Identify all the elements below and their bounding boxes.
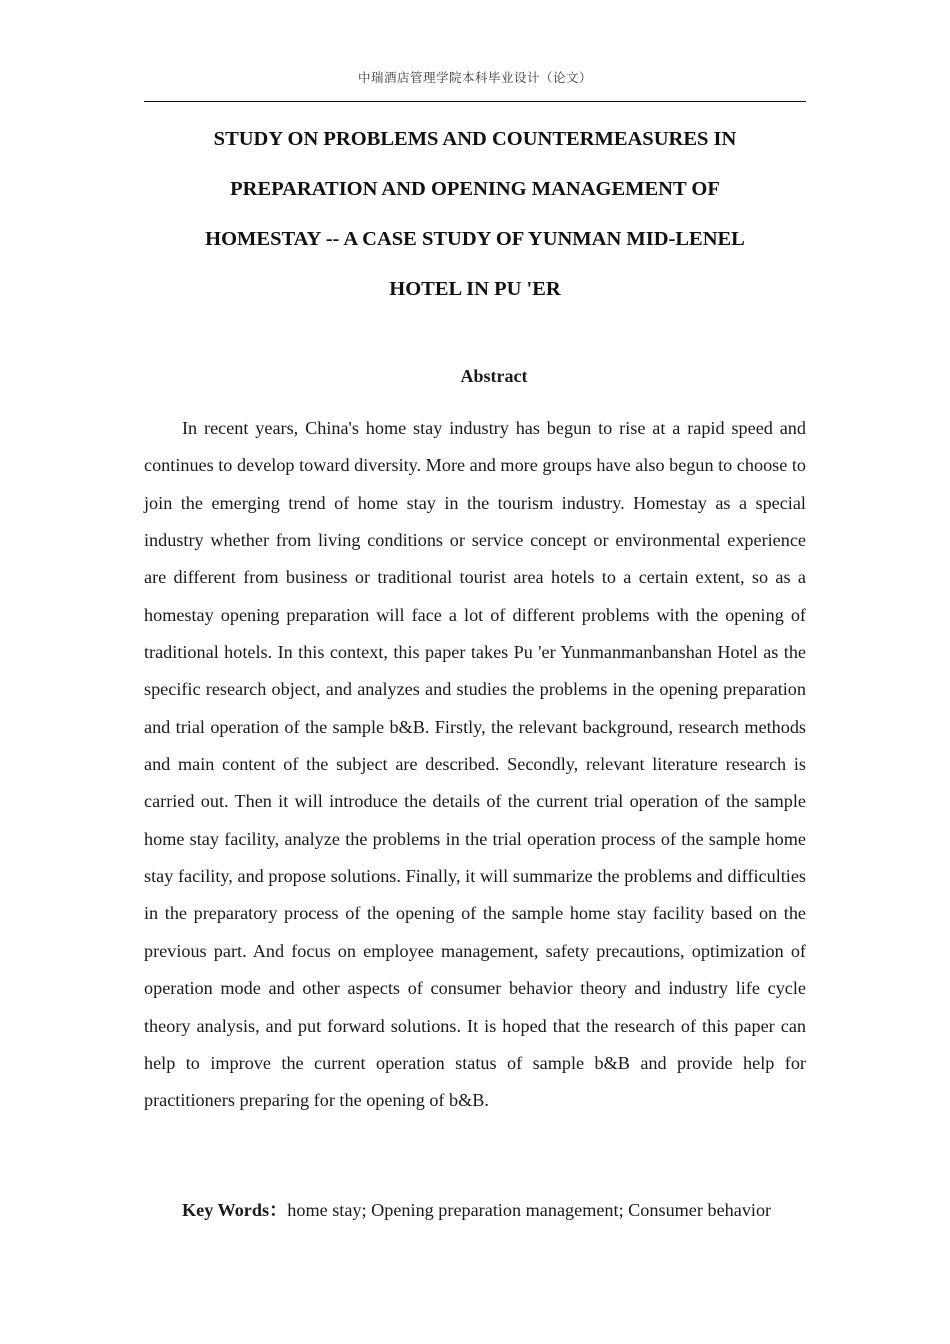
abstract-paragraph: In recent years, China's home stay industry has begun to rise at a rapid speed and continues to develop toward diversity. More and more groups have also begun to choose to join the emerging trend of home stay in the tourism industry. Homestay as a special industry whether from living conditions or service concept or environmental experience are different from business or traditional tourist area hotels to a certain extent, so as a homestay opening preparation will face a lot of different problems with the opening of traditional hotels. In this context, this paper takes Pu 'er Yunmanmanbanshan Hotel as the specific research object, and analyzes and studies the problems in the opening preparation and trial operation of the sample b&B. Firstly, the relevant background, research methods and main content of the subject are described. Secondly, relevant literature research is carried out. Then it will introduce the details of the current trial operation of the sample home stay facility, analyze the problems in the trial operation process of the sample home stay facility, and propose solutions. Finally, it will summarize the problems and difficulties in the preparatory process of the opening of the sample home stay facility based on the previous part. And focus on employee management, safety precautions, optimization of operation mode and other aspects of consumer behavior theory and industry life cycle theory analysis, and put forward solutions. It is hoped that the research of this paper can help to improve the current operation status of sample b&B and provide help for practitioners preparing for the opening of b&B. xyxy=(144,418,807,1111)
header-divider xyxy=(144,101,806,102)
keywords-line xyxy=(144,1192,806,1229)
keywords-value: home stay; Opening preparation management; Consumer behavior xyxy=(287,1200,772,1220)
title-line-3: HOMESTAY -- A CASE STUDY OF YUNMAN MID-LENEL xyxy=(205,228,745,250)
title-line-2: PREPARATION AND OPENING MANAGEMENT OF xyxy=(230,178,720,200)
keywords-label: Key Words： xyxy=(182,1200,288,1220)
title-line-4: HOTEL IN PU 'ER xyxy=(389,278,561,300)
running-header: 中瑞酒店管理学院本科毕业设计（论文） xyxy=(357,70,592,85)
abstract-heading: Abstract xyxy=(460,366,528,386)
title-line-1: STUDY ON PROBLEMS AND COUNTERMEASURES IN xyxy=(213,128,737,150)
